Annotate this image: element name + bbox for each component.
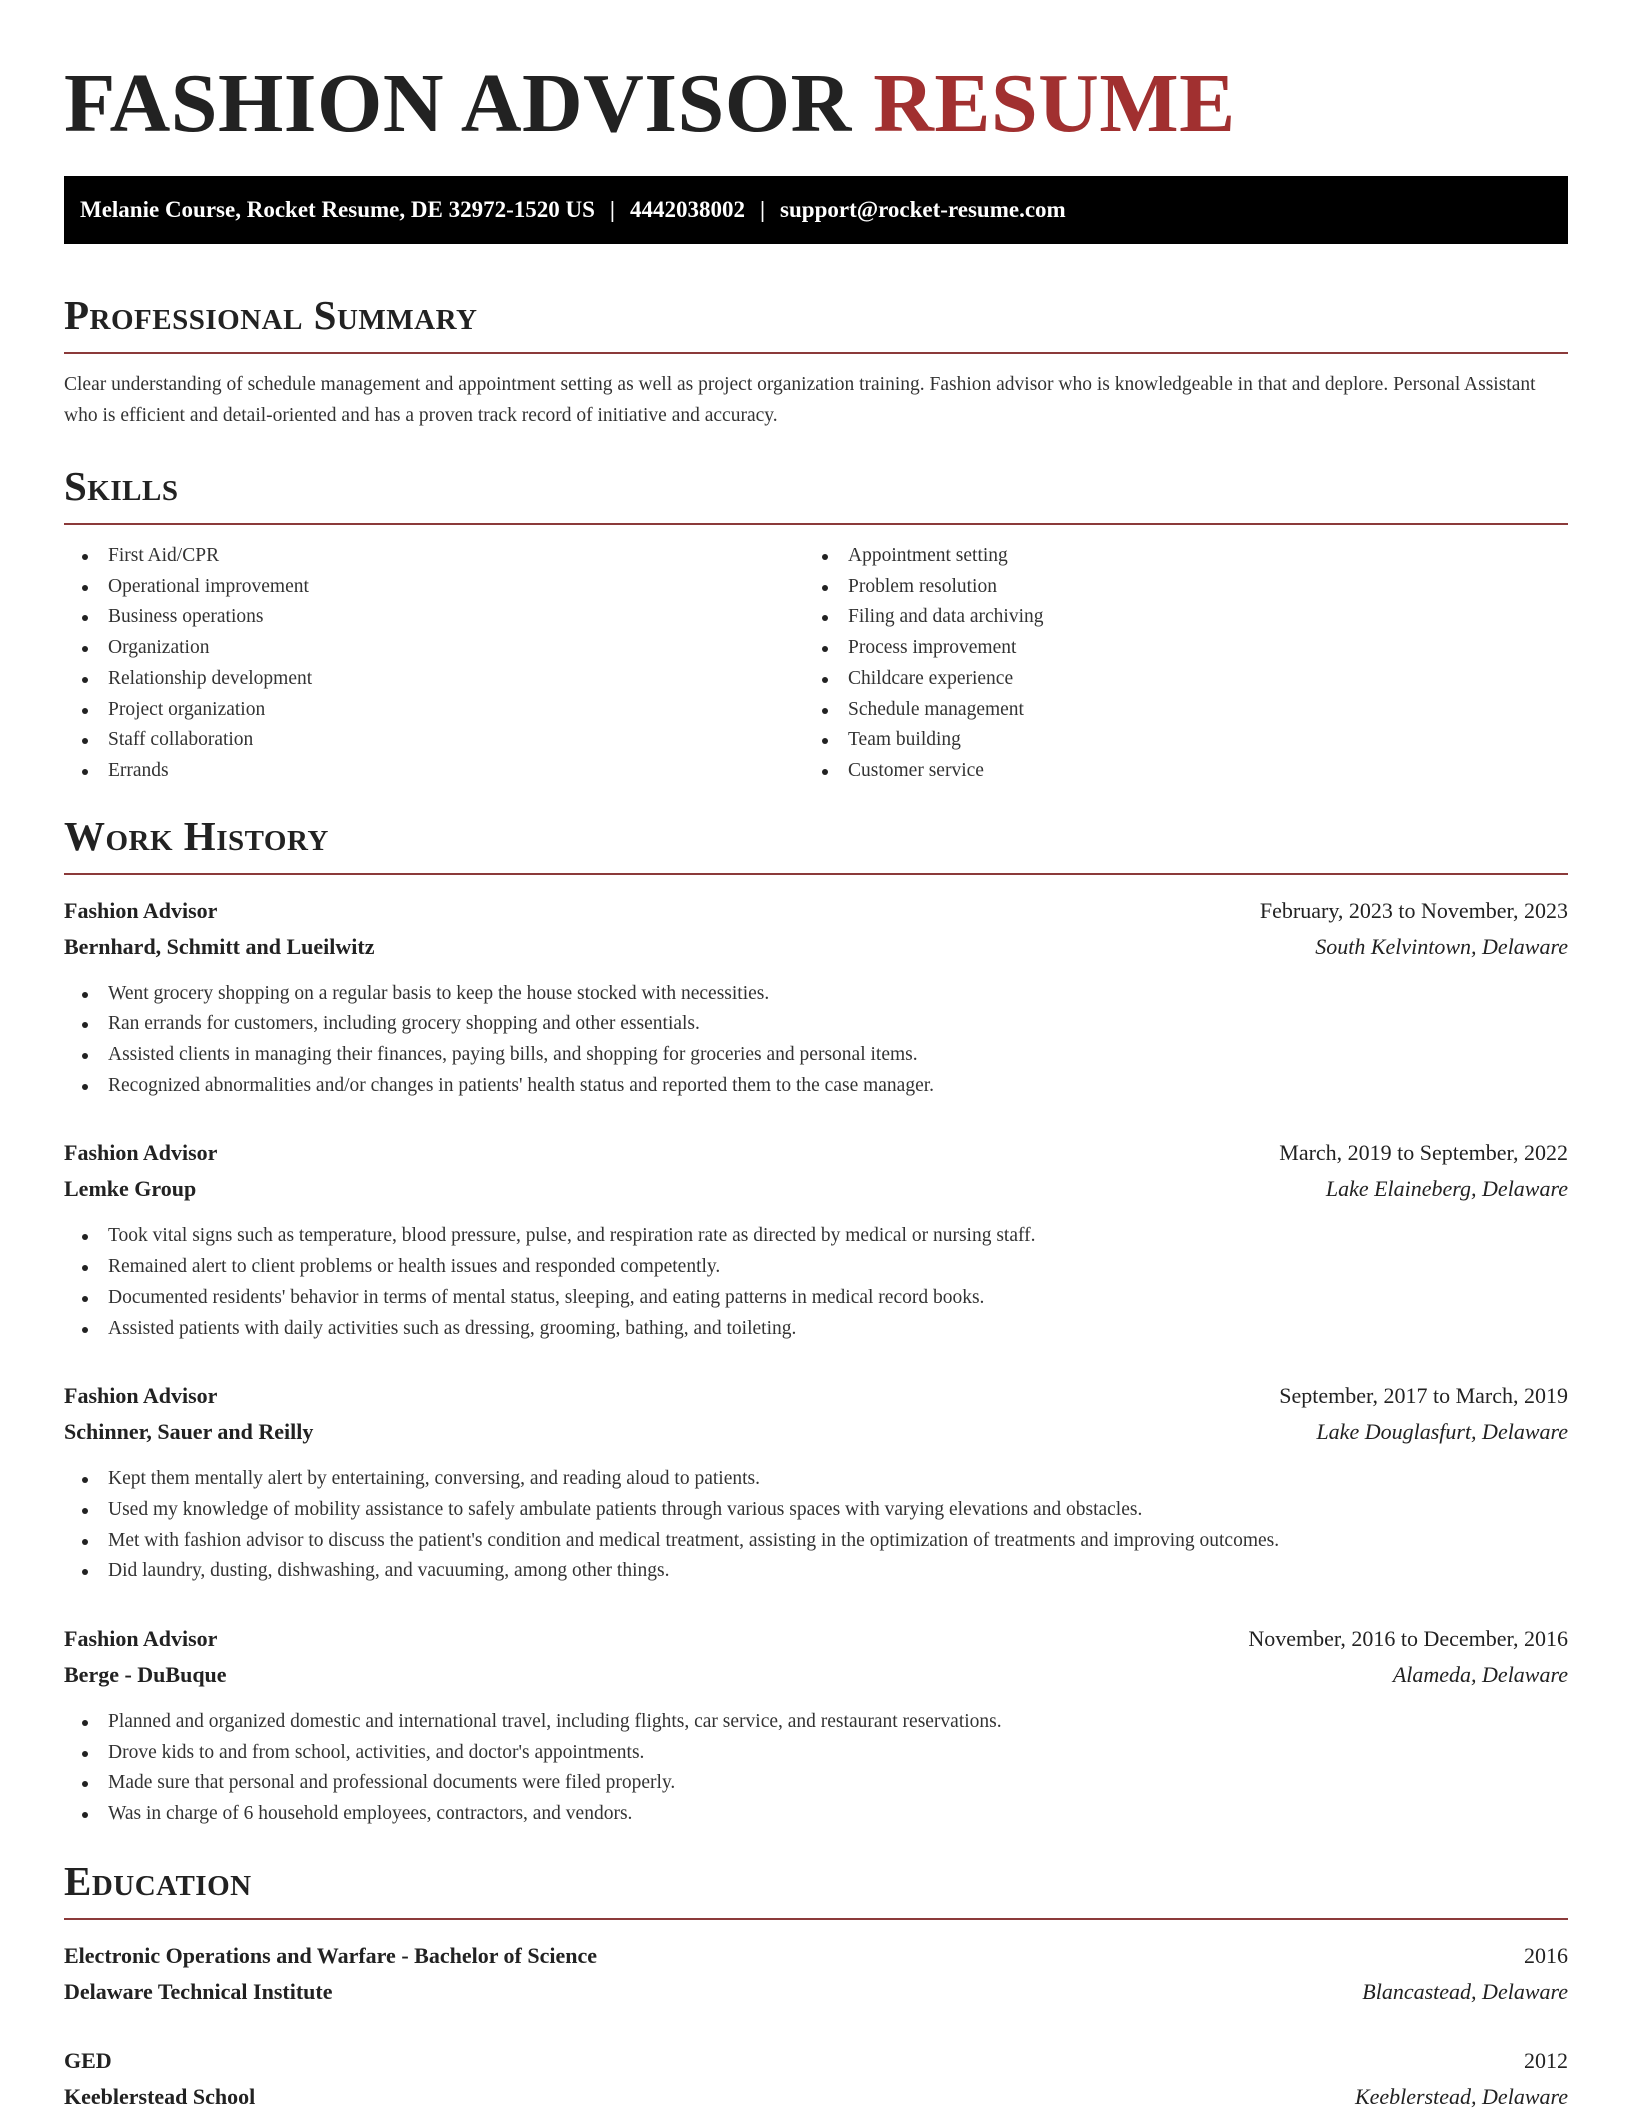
- job-entry: [64, 893, 1568, 1102]
- job-bullet: Drove kids to and from school, activities, and doctor's appointments.: [64, 1738, 1568, 1769]
- section-heading: Work History: [64, 812, 329, 859]
- title-main: FASHION ADVISOR: [64, 57, 852, 150]
- job-bullet: Recognized abnormalities and/or changes in patients' health status and reported them to the case manager.: [64, 1071, 1568, 1102]
- section-divider: [64, 352, 1568, 354]
- job-company: Bernhard, Schmitt and Lueilwitz: [64, 933, 375, 959]
- job-bullet: Ran errands for customers, including grocery shopping and other essentials.: [64, 1009, 1568, 1040]
- job-company-row: [64, 1657, 1568, 1693]
- job-dates: February, 2023 to November, 2023: [1259, 897, 1568, 923]
- resume-title: [64, 0, 1568, 150]
- job-title: Fashion Advisor: [64, 1140, 218, 1166]
- work-history-section: [64, 811, 1568, 1830]
- skill-item: First Aid/CPR: [64, 541, 804, 572]
- skill-item: Process improvement: [804, 633, 1544, 664]
- contact-email: support@rocket-resume.com: [780, 197, 1066, 222]
- job-location: South Kelvintown, Delaware: [1315, 933, 1568, 959]
- job-bullet: Did laundry, dusting, dishwashing, and vacuuming, among other things.: [64, 1556, 1568, 1587]
- job-entry: [64, 1135, 1568, 1344]
- job-location: Lake Elaineberg, Delaware: [1325, 1176, 1568, 1202]
- job-company-row: [64, 1171, 1568, 1207]
- job-header-row: [64, 1378, 1568, 1414]
- job-dates: November, 2016 to December, 2016: [1248, 1626, 1568, 1652]
- job-bullet: Met with fashion advisor to discuss the patient's condition and medical treatment, assisting in the optimization of treatments and improving outcomes.: [64, 1526, 1568, 1557]
- skills-column-left: [64, 541, 804, 787]
- contact-separator: |: [759, 197, 766, 222]
- education-location: Keeblerstead, Delaware: [1354, 2083, 1568, 2109]
- skill-item: Business operations: [64, 602, 804, 633]
- education-school-row: [64, 1974, 1568, 2010]
- education-degree-row: [64, 2043, 1568, 2079]
- education-degree: Electronic Operations and Warfare - Bachelor of Science: [64, 1942, 598, 1968]
- education-year: 2016: [1524, 1942, 1568, 1968]
- section-divider: [64, 1918, 1568, 1920]
- job-bullets: [64, 1221, 1568, 1344]
- skill-item: Errands: [64, 756, 804, 787]
- section-divider: [64, 523, 1568, 525]
- skill-item: Filing and data archiving: [804, 602, 1544, 633]
- job-company-row: [64, 929, 1568, 965]
- job-dates: March, 2019 to September, 2022: [1279, 1140, 1568, 1166]
- skill-item: Schedule management: [804, 695, 1544, 726]
- skill-item: Problem resolution: [804, 572, 1544, 603]
- education-entry: [64, 2043, 1568, 2115]
- title-accent: RESUME: [873, 57, 1236, 150]
- education-section: [64, 1856, 1568, 2115]
- contact-separator: |: [609, 197, 615, 222]
- skill-item: Project organization: [64, 695, 804, 726]
- education-school: Delaware Technical Institute: [64, 1978, 333, 2004]
- job-company: Lemke Group: [64, 1176, 197, 1202]
- education-year: 2012: [1524, 2047, 1568, 2073]
- job-title: Fashion Advisor: [64, 1626, 218, 1652]
- contact-address: Melanie Course, Rocket Resume, DE 32972-1520 US: [80, 197, 595, 222]
- job-bullet: Assisted patients with daily activities such as dressing, grooming, bathing, and toileting.: [64, 1314, 1568, 1345]
- job-bullet: Assisted clients in managing their finances, paying bills, and shopping for groceries and personal items.: [64, 1040, 1568, 1071]
- education-entry: [64, 1938, 1568, 2010]
- skill-item: Appointment setting: [804, 541, 1544, 572]
- section-heading: Education: [64, 1857, 252, 1904]
- job-company-row: [64, 1414, 1568, 1450]
- skill-item: Operational improvement: [64, 572, 804, 603]
- job-bullets: [64, 1707, 1568, 1830]
- skill-item: Team building: [804, 725, 1544, 756]
- job-header-row: [64, 1135, 1568, 1171]
- job-location: Alameda, Delaware: [1392, 1662, 1568, 1688]
- section-heading: Professional Summary: [64, 292, 478, 338]
- contact-phone: 4442038002: [629, 197, 745, 222]
- skill-item: Organization: [64, 633, 804, 664]
- job-dates: September, 2017 to March, 2019: [1279, 1383, 1568, 1409]
- skill-item: Customer service: [804, 756, 1544, 787]
- contact-bar: [64, 176, 1568, 244]
- education-school-row: [64, 2079, 1568, 2115]
- job-bullet: Made sure that personal and professional documents were filed properly.: [64, 1768, 1568, 1799]
- section-heading: Skills: [64, 463, 179, 509]
- skills-grid: [64, 541, 1568, 787]
- education-degree: GED: [64, 2047, 112, 2073]
- skill-item: Relationship development: [64, 664, 804, 695]
- job-bullet: Planned and organized domestic and international travel, including flights, car service, and restaurant reservations.: [64, 1707, 1568, 1738]
- education-school: Keeblerstead School: [64, 2083, 256, 2109]
- skill-item: Staff collaboration: [64, 725, 804, 756]
- job-title: Fashion Advisor: [64, 897, 218, 923]
- job-bullet: Went grocery shopping on a regular basis to keep the house stocked with necessities.: [64, 979, 1568, 1010]
- job-bullet: Took vital signs such as temperature, blood pressure, pulse, and respiration rate as directed by medical or nursing staff.: [64, 1221, 1568, 1252]
- summary-text: Clear understanding of schedule management and appointment setting as well as project organization training. Fashion advisor who is knowledgeable in that and deplore. Personal Assistant who is efficient and detail-oriented and has a proven track record of initiative and accuracy.: [64, 374, 1536, 426]
- job-bullet: Remained alert to client problems or health issues and responded competently.: [64, 1252, 1568, 1283]
- job-bullets: [64, 1464, 1568, 1587]
- job-bullet: Was in charge of 6 household employees, contractors, and vendors.: [64, 1799, 1568, 1830]
- job-location: Lake Douglasfurt, Delaware: [1316, 1419, 1568, 1445]
- job-company: Schinner, Sauer and Reilly: [64, 1419, 314, 1445]
- summary-section: [64, 290, 1568, 431]
- job-entry: [64, 1378, 1568, 1587]
- job-bullet: Used my knowledge of mobility assistance to safely ambulate patients through various spaces with varying elevations and obstacles.: [64, 1495, 1568, 1526]
- job-bullet: Documented residents' behavior in terms of mental status, sleeping, and eating patterns in medical record books.: [64, 1283, 1568, 1314]
- job-header-row: [64, 1621, 1568, 1657]
- job-title: Fashion Advisor: [64, 1383, 218, 1409]
- skills-section: [64, 461, 1568, 787]
- skill-item: Childcare experience: [804, 664, 1544, 695]
- education-degree-row: [64, 1938, 1568, 1974]
- job-header-row: [64, 893, 1568, 929]
- job-bullet: Kept them mentally alert by entertaining, conversing, and reading aloud to patients.: [64, 1464, 1568, 1495]
- skills-column-right: [804, 541, 1544, 787]
- job-company: Berge - DuBuque: [64, 1662, 227, 1688]
- section-divider: [64, 873, 1568, 875]
- education-location: Blancastead, Delaware: [1362, 1978, 1568, 2004]
- job-entry: [64, 1621, 1568, 1830]
- job-bullets: [64, 979, 1568, 1102]
